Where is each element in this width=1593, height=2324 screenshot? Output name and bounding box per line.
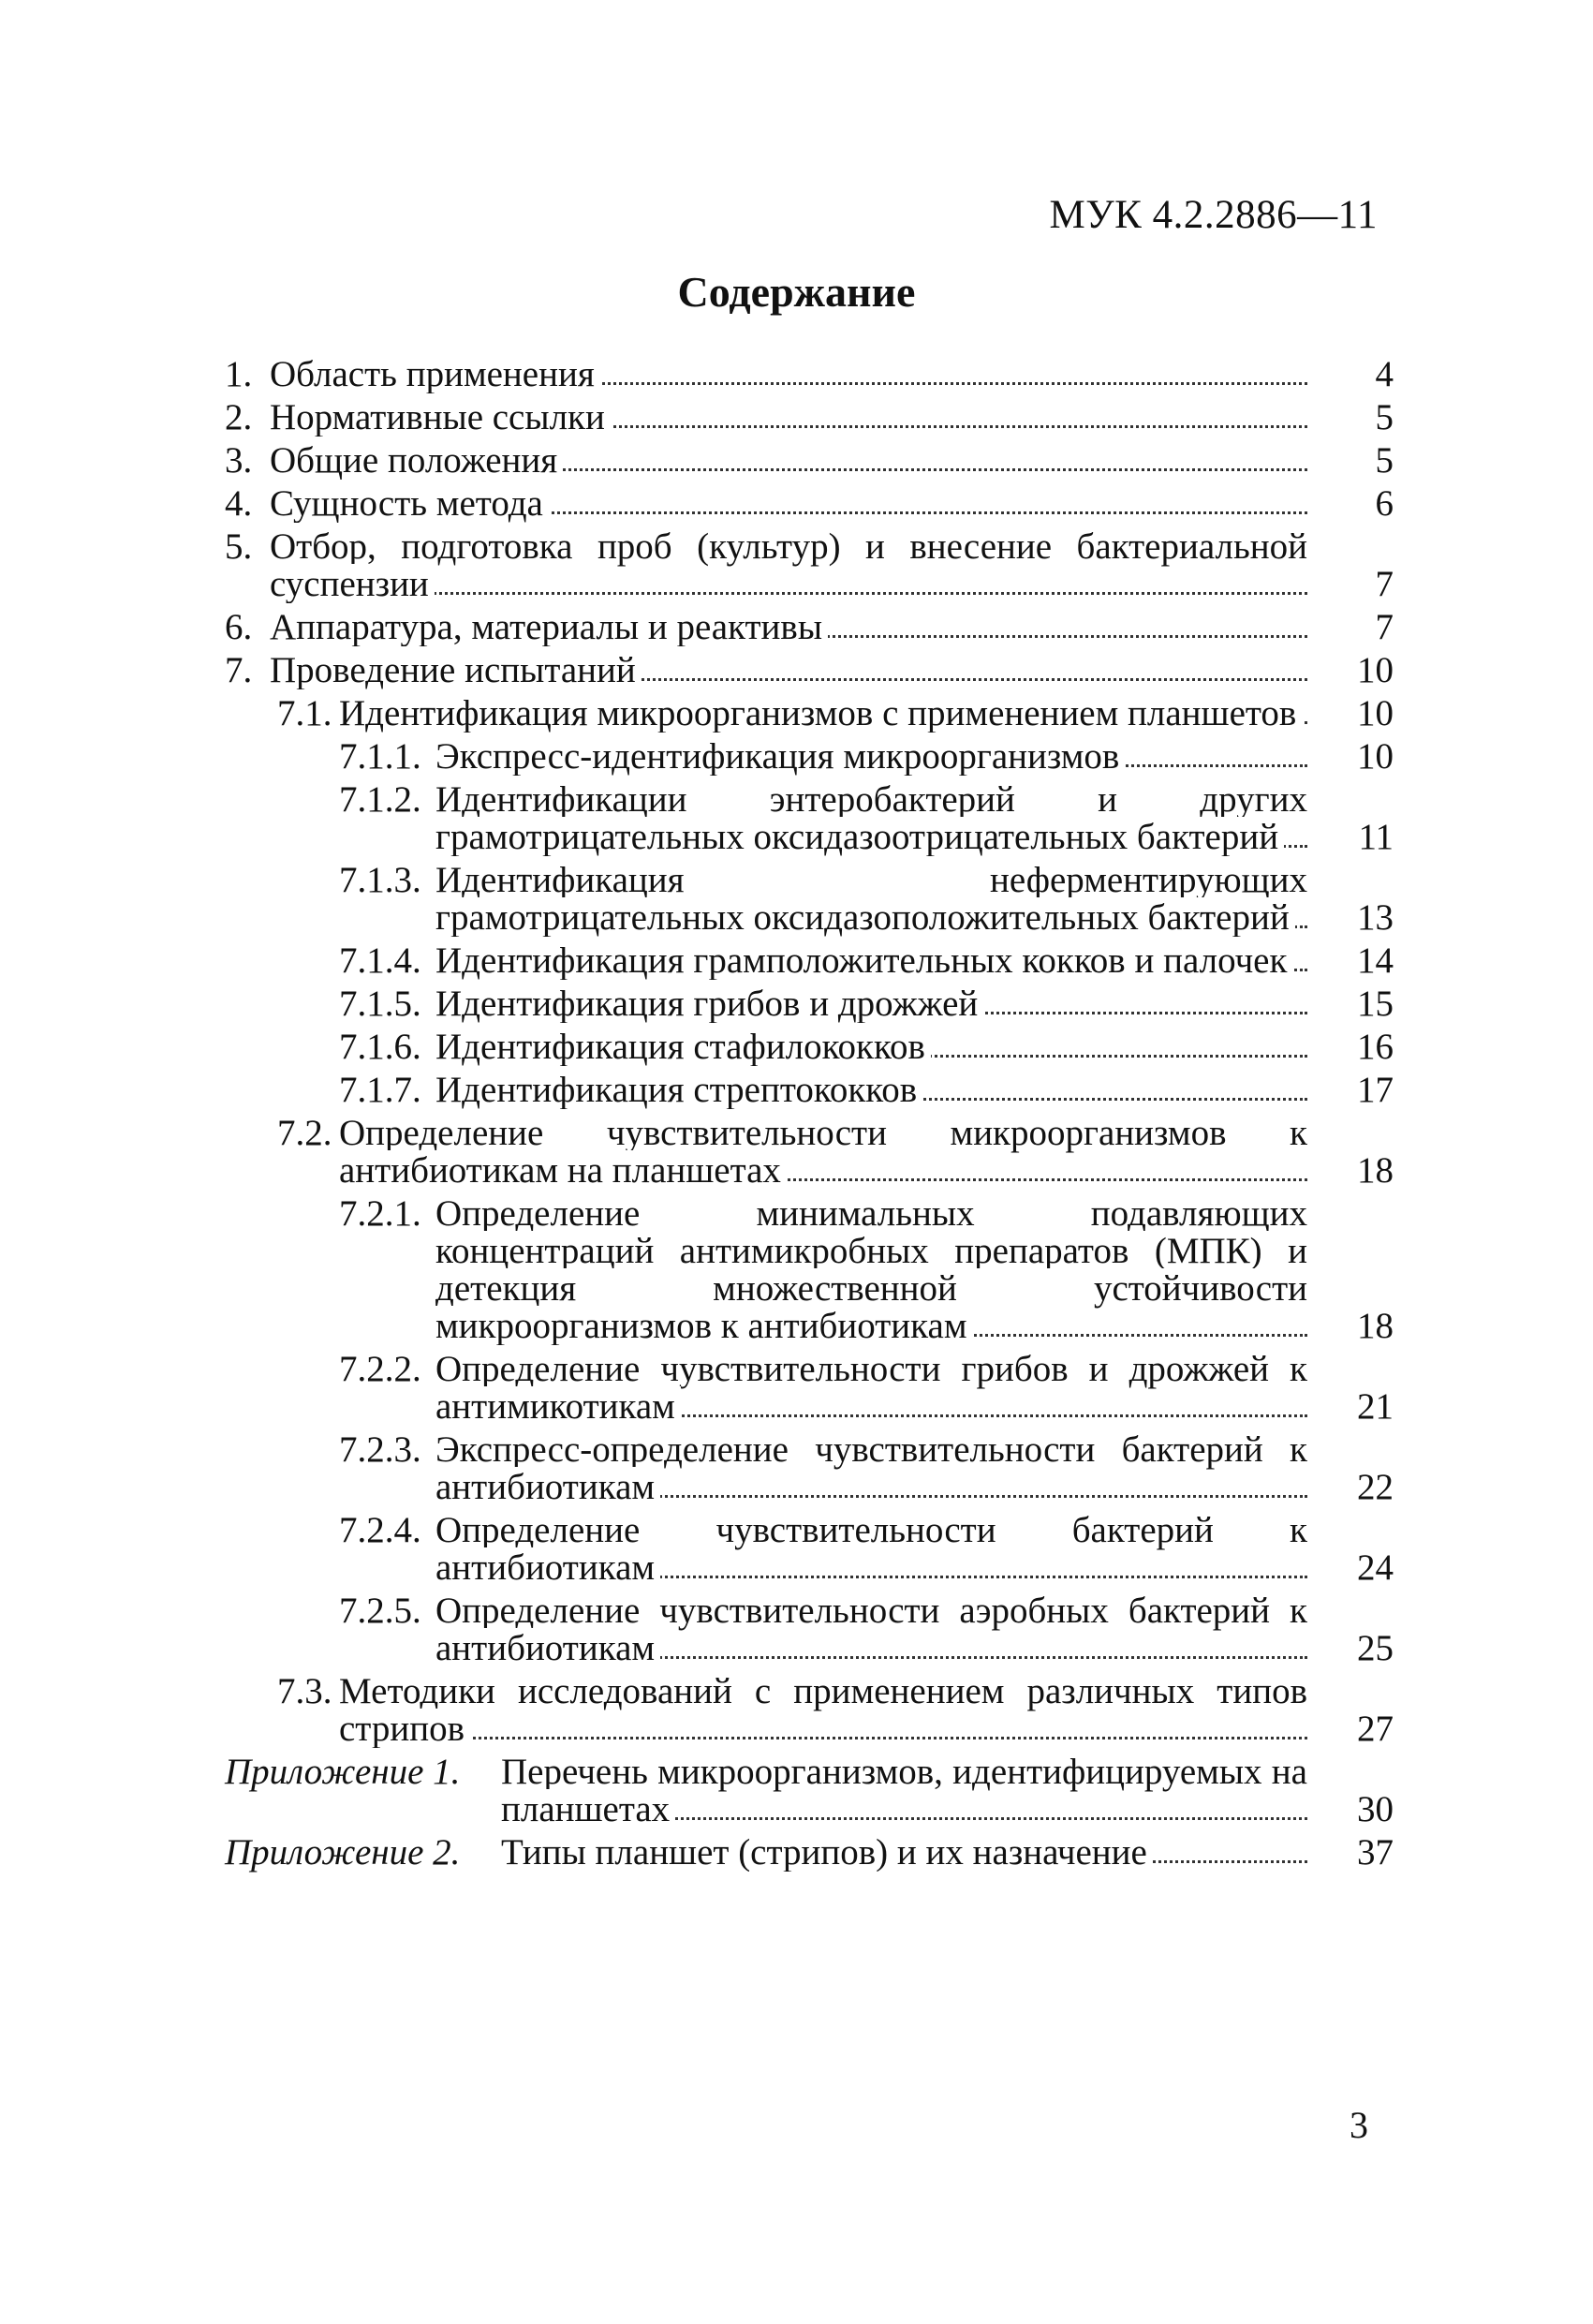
- toc-entry-title: Идентификация стафилококков: [435, 1029, 931, 1066]
- toc-entry-title: Определение чувствительности бактерий к антибиотикам: [435, 1512, 1307, 1587]
- toc-entry-title-wrap: [435, 862, 1307, 937]
- toc-entry-number: Приложение 1.: [225, 1752, 461, 1792]
- toc-entry-page: 18: [1357, 1306, 1394, 1346]
- toc-entry-title: Общие положения: [270, 442, 563, 480]
- toc-entry-page: 14: [1357, 940, 1394, 981]
- toc-entry-number: 4.: [225, 483, 253, 524]
- toc-entry-title: Идентификация стрептококков: [435, 1072, 922, 1109]
- toc-entry-number: Приложение 2.: [225, 1832, 461, 1873]
- toc-entry-title-wrap: [270, 609, 1307, 646]
- toc-entry-number: 7.3.: [277, 1671, 332, 1711]
- toc-entry-title: Сущность метода: [270, 485, 549, 523]
- toc-entry-number: 7.2.4.: [339, 1510, 421, 1550]
- toc-entry-number: 7.1.3.: [339, 860, 421, 900]
- toc-entry-title-wrap: [435, 1195, 1307, 1345]
- toc-entry-page: 21: [1357, 1386, 1394, 1427]
- toc-entry: [225, 399, 1394, 437]
- toc-entry-title: Отбор, подготовка проб (культур) и внесение бактериальной суспензии: [270, 528, 1307, 603]
- toc-entry-page: 6: [1375, 483, 1394, 524]
- toc-entry-title: Методики исследований с применением различных типов стрипов: [339, 1673, 1307, 1748]
- toc-entry: [225, 1431, 1394, 1506]
- toc-entry-page: 11: [1358, 817, 1394, 857]
- toc-entry-number: 7.2.5.: [339, 1591, 421, 1631]
- toc-entry-title: Нормативные ссылки: [270, 399, 611, 437]
- toc-entry-title: Область применения: [270, 356, 600, 393]
- toc-entry-number: 7.2.3.: [339, 1429, 421, 1470]
- toc-entry-title-wrap: [435, 1072, 1307, 1109]
- table-of-contents: [225, 356, 1394, 1872]
- toc-entry: [225, 942, 1394, 980]
- toc-entry-title: Идентификация микроорганизмов с применением планшетов: [339, 695, 1302, 733]
- toc-entry-page: 30: [1357, 1789, 1394, 1829]
- toc-entry-title-wrap: [435, 781, 1307, 856]
- page-number: 3: [1350, 2104, 1368, 2146]
- toc-entry-number: 7.2.: [277, 1113, 332, 1153]
- toc-entry-title: Идентификация грамположительных кокков и палочек: [435, 942, 1292, 980]
- toc-entry-page: 37: [1357, 1832, 1394, 1873]
- toc-entry: [225, 1072, 1394, 1109]
- toc-entry-title-wrap: [270, 528, 1307, 603]
- toc-entry-page: 13: [1357, 897, 1394, 938]
- toc-entry-title-wrap: [435, 1592, 1307, 1667]
- toc-entry-page: 10: [1357, 736, 1394, 777]
- toc-entry-page: 10: [1357, 650, 1394, 690]
- toc-entry: [225, 1673, 1394, 1748]
- toc-entry-title: Идентификации энтеробактерий и других грамотрицательных оксидазоотрицательных бактерий: [435, 781, 1307, 856]
- toc-entry-title-wrap: [339, 1115, 1307, 1190]
- toc-entry: [225, 1115, 1394, 1190]
- toc-entry: [225, 1592, 1394, 1667]
- toc-entry-number: 7.1.: [277, 693, 332, 733]
- toc-title: Содержание: [677, 268, 916, 316]
- toc-entry-page: 15: [1357, 984, 1394, 1024]
- toc-entry: [225, 781, 1394, 856]
- toc-entry-title: Типы планшет (стрипов) и их назначение: [501, 1834, 1153, 1872]
- toc-entry-number: 6.: [225, 607, 253, 647]
- toc-entry: [225, 528, 1394, 603]
- toc-entry: [225, 1834, 1394, 1872]
- toc-entry-number: 7.1.4.: [339, 940, 421, 981]
- toc-entry-title-wrap: [270, 485, 1307, 523]
- toc-entry-title-wrap: [270, 356, 1307, 393]
- toc-entry-page: 16: [1357, 1027, 1394, 1067]
- toc-entry-title: Определение чувствительности микроорганизмов к антибиотикам на планшетах: [339, 1115, 1307, 1190]
- document-code: МУК 4.2.2886—11: [1049, 193, 1378, 237]
- toc-entry-title: Определение чувствительности аэробных бактерий к антибиотикам: [435, 1592, 1307, 1667]
- toc-entry-title-wrap: [270, 652, 1307, 689]
- toc-entry: [225, 738, 1394, 776]
- toc-entry-page: 18: [1357, 1150, 1394, 1191]
- toc-entry-title: Определение минимальных подавляющих концентраций антимикробных препаратов (МПК) и детекция множественной устойчивости микроорганизмов к антибиотикам: [435, 1195, 1307, 1345]
- toc-entry: [225, 985, 1394, 1023]
- dot-leader: [339, 1735, 1307, 1739]
- toc-entry-number: 3.: [225, 440, 253, 481]
- toc-entry-title: Экспресс-идентификация микроорганизмов: [435, 738, 1125, 776]
- toc-entry-title-wrap: [270, 399, 1307, 437]
- toc-entry-number: 7.1.6.: [339, 1027, 421, 1067]
- toc-entry: [225, 356, 1394, 393]
- toc-entry-number: 7.2.2.: [339, 1349, 421, 1389]
- toc-entry-title: Определение чувствительности грибов и дрожжей к антимикотикам: [435, 1351, 1307, 1426]
- toc-entry: [225, 1351, 1394, 1426]
- toc-entry-title-wrap: [339, 695, 1307, 733]
- toc-entry: [225, 1195, 1394, 1345]
- toc-entry-page: 17: [1357, 1070, 1394, 1110]
- toc-entry-title: Аппаратура, материалы и реактивы: [270, 609, 828, 646]
- toc-entry-title-wrap: [435, 942, 1307, 980]
- toc-entry-title-wrap: [435, 1029, 1307, 1066]
- toc-entry-number: 7.1.2.: [339, 779, 421, 820]
- toc-entry-page: 27: [1357, 1709, 1394, 1749]
- toc-entry: [225, 1512, 1394, 1587]
- toc-entry-title: Идентификация неферментирующих грамотрицательных оксидазоположительных бактерий: [435, 862, 1307, 937]
- toc-entry: [225, 652, 1394, 689]
- toc-entry-page: 22: [1357, 1467, 1394, 1507]
- toc-entry-number: 7.1.1.: [339, 736, 421, 777]
- toc-entry-title: Экспресс-определение чувствительности бактерий к антибиотикам: [435, 1431, 1307, 1506]
- toc-entry-title: Перечень микроорганизмов, идентифицируемых на планшетах: [501, 1754, 1307, 1828]
- toc-entry-page: 25: [1357, 1628, 1394, 1668]
- toc-entry-number: 7.1.5.: [339, 984, 421, 1024]
- toc-entry: [225, 1029, 1394, 1066]
- toc-entry-page: 7: [1375, 564, 1394, 604]
- toc-entry-number: 7.2.1.: [339, 1193, 421, 1234]
- toc-entry: [225, 609, 1394, 646]
- toc-entry-title-wrap: [435, 1512, 1307, 1587]
- toc-entry-title-wrap: [501, 1754, 1307, 1828]
- toc-entry-title: Идентификация грибов и дрожжей: [435, 985, 983, 1023]
- toc-entry-page: 7: [1375, 607, 1394, 647]
- toc-entry-page: 5: [1375, 440, 1394, 481]
- toc-entry-title-wrap: [435, 1351, 1307, 1426]
- toc-entry-title-wrap: [435, 1431, 1307, 1506]
- toc-entry-number: 1.: [225, 354, 253, 394]
- toc-entry: [225, 862, 1394, 937]
- toc-entry-title-wrap: [435, 738, 1307, 776]
- toc-entry: [225, 485, 1394, 523]
- toc-entry-number: 7.1.7.: [339, 1070, 421, 1110]
- toc-entry-page: 24: [1357, 1547, 1394, 1588]
- toc-entry-page: 10: [1357, 693, 1394, 733]
- toc-entry-title-wrap: [501, 1834, 1307, 1872]
- toc-entry-title-wrap: [435, 985, 1307, 1023]
- toc-entry-title-wrap: [270, 442, 1307, 480]
- toc-entry-title-wrap: [339, 1673, 1307, 1748]
- toc-entry-page: 4: [1375, 354, 1394, 394]
- toc-entry-number: 2.: [225, 397, 253, 437]
- toc-entry-title: Проведение испытаний: [270, 652, 642, 689]
- toc-entry: [225, 1754, 1394, 1828]
- toc-entry-number: 7.: [225, 650, 253, 690]
- toc-entry-page: 5: [1375, 397, 1394, 437]
- toc-entry: [225, 442, 1394, 480]
- toc-entry: [225, 695, 1394, 733]
- toc-entry-number: 5.: [225, 526, 253, 567]
